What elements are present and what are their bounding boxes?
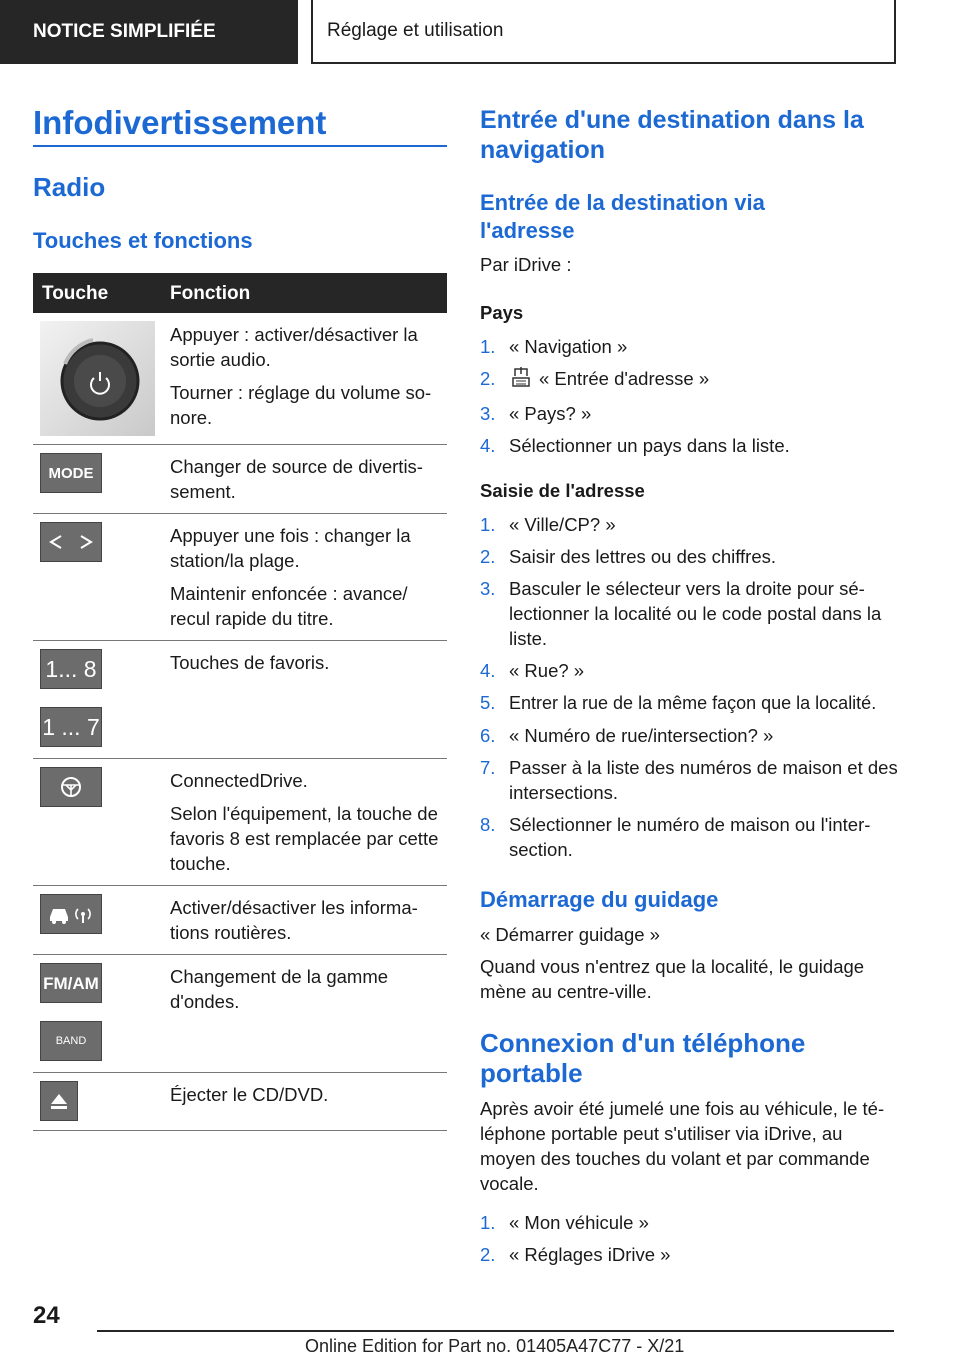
table-row [33, 514, 447, 641]
eject-icon [40, 1081, 78, 1121]
guidage-line1: « Démarrer guidage » [480, 924, 660, 945]
pays-steps [480, 334, 900, 465]
col-header-function: Fonction [164, 273, 447, 313]
footer-edition: Online Edition for Part no. 01405A47C77 - X/21 [305, 1336, 685, 1356]
idrive-intro: Par iDrive : [480, 254, 572, 275]
list-item: 3. Basculer le sélecteur vers la droite pour sé-lectionner la localité ou le code postal dans la liste. [480, 578, 882, 649]
fm-am-key-icon: FM/AM [40, 963, 102, 1003]
saisie-heading: Saisie de l'adresse [480, 480, 645, 501]
pays-heading: Pays [480, 302, 524, 323]
list-item: 6. « Numéro de rue/intersection? » [480, 725, 774, 746]
saisie-steps [480, 512, 898, 869]
band-key-icon: BAND [40, 1021, 102, 1061]
address-title: Entrée de la destination via l'adresse [480, 190, 765, 243]
row-text: Appuyer : activer/désactiver la sortie audio. [170, 324, 418, 370]
header-chapter-label: Réglage et utilisation [327, 20, 504, 41]
list-item: 2. « Entrée d'adresse » [480, 366, 900, 394]
header-chapter-box [311, 0, 896, 64]
favorites-7-key-icon: 1 ... 7 [40, 707, 102, 747]
header-section-tab [0, 0, 298, 64]
row-text: Appuyer une fois : changer la station/la plage. [170, 525, 411, 571]
table-row [33, 886, 447, 955]
favorites-8-key-icon: 1... 8 [40, 649, 102, 689]
list-item: 4. Sélectionner un pays dans la liste. [480, 435, 790, 456]
guidage-title: Démarrage du guidage [480, 887, 719, 912]
row-text: Changement de la gamme d'ondes. [170, 966, 389, 1012]
title-underline [33, 145, 447, 147]
list-item: 1. « Ville/CP? » [480, 514, 616, 535]
radio-heading: Radio [33, 172, 106, 202]
page-title: Infodivertissement [33, 104, 327, 141]
row-text: Changer de source de divertis-sement. [170, 456, 423, 502]
list-item: 7. Passer à la liste des numéros de maison et des intersections. [480, 757, 898, 803]
row-text: Tourner : réglage du volume so-nore. [170, 382, 432, 428]
list-item: 8. Sélectionner le numéro de maison ou l'inter-section. [480, 814, 871, 860]
row-text: Éjecter le CD/DVD. [170, 1084, 329, 1105]
table-row [33, 313, 447, 445]
table-row [33, 445, 447, 514]
arrows-button-icon [40, 522, 102, 562]
nav-title: Entrée d'une destination dans la navigation [480, 106, 864, 164]
nav-destination-icon [511, 366, 531, 394]
row-text: Touches de favoris. [170, 652, 330, 673]
mode-button-icon: MODE [40, 453, 102, 493]
table-row [33, 1073, 447, 1131]
traffic-info-icon [40, 894, 102, 934]
list-item: 4. « Rue? » [480, 660, 585, 681]
list-item: 1. « Navigation » [480, 336, 628, 357]
keys-table [33, 273, 447, 1131]
row-text: Maintenir enfoncée : avance/ recul rapide du titre. [170, 583, 408, 629]
table-row [33, 955, 447, 1073]
keys-heading: Touches et fonctions [33, 228, 253, 253]
footer-rule [97, 1330, 894, 1332]
phone-steps [480, 1210, 900, 1274]
table-row [33, 641, 447, 759]
list-item: 3. « Pays? » [480, 403, 592, 424]
phone-text: Après avoir été jumelé une fois au véhicule, le té-léphone portable peut s'utiliser via iDrive, au moyen des touches du volant et par commande vocale. [480, 1098, 885, 1194]
table-header-row [33, 273, 447, 313]
row-text: Activer/désactiver les informa-tions routières. [170, 897, 418, 943]
table-row [33, 759, 447, 886]
list-item: 5. Entrer la rue de la même façon que la localité. [480, 692, 877, 713]
guidage-line2: Quand vous n'entrez que la localité, le guidage mène au centre-ville. [480, 956, 865, 1002]
row-text: ConnectedDrive. [170, 770, 308, 791]
page-number: 24 [33, 1302, 60, 1329]
list-item: 2. « Réglages iDrive » [480, 1244, 671, 1265]
header-section-label: NOTICE SIMPLIFIÉE [33, 21, 216, 42]
list-item: 2. Saisir des lettres ou des chiffres. [480, 546, 777, 567]
col-header-key: Touche [33, 273, 164, 313]
power-knob-icon [40, 321, 155, 436]
list-item: 1. « Mon véhicule » [480, 1212, 649, 1233]
phone-title: Connexion d'un téléphone portable [480, 1028, 806, 1088]
row-text: Selon l'équipement, la touche de favoris 8 est remplacée par cette touche. [170, 803, 439, 874]
connected-drive-icon [40, 767, 102, 807]
